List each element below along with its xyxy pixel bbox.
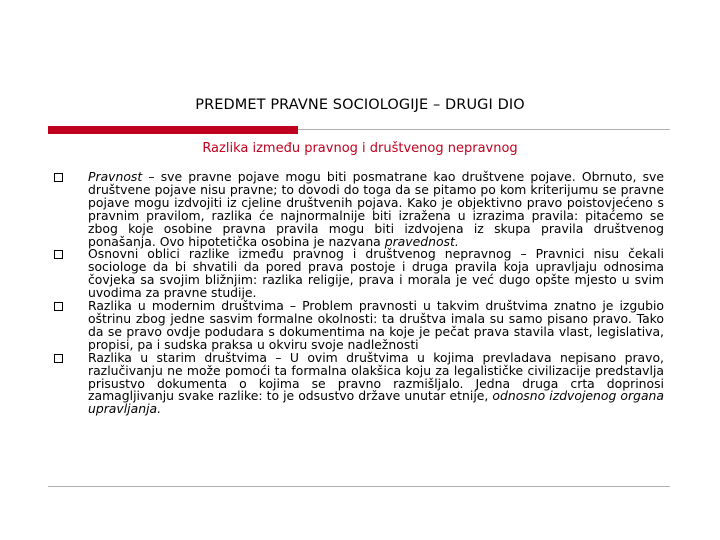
- bullet-text: Osnovni oblici razlike između pravnog i društvenog nepravnog – Pravnici nisu čekali sociologe da bi shvatili da pored prava postoje i druga pravila koja upravljaju odnosima čovjeka sa svojim bližnjim: razlika religije, prava i morala je već dugo opšte mjesto u svim uvodima za pravne studije.: [88, 246, 664, 301]
- bullet-list: [54, 171, 664, 416]
- bullet-text: – sve pravne pojave mogu biti posmatrane kao društvene pojave. Obrnuto, sve društvene pojave nisu pravne; to dovodi do toga da se pitamo po kom kriterijumu se pravne pojave mogu izdvojiti iz cjeline društvenih pojava. Kako je objektivno pravo poistovjećeno s pravnim pravilom, razlika će najnormalnije biti izražena u izrazima pravila: pitaćemo se zbog koje osobine pravna pravila mogu biti izdvojena iz skupa pravila društvenog ponašanja. Ovo hipotetička osobina je nazvana: [88, 169, 664, 249]
- bullet-item: [54, 171, 664, 248]
- title-accent-bar: [48, 126, 298, 134]
- slide-title: PREDMET PRAVNE SOCIOLOGIJE – DRUGI DIO: [195, 97, 525, 113]
- bullet-text: Razlika u starim društvima – U ovim društvima u kojima prevladava nepisano pravo, razlučivanju ne može pomoći ta formalna olakšica koju za legalističke civilizacije predstavlja prisustvo dokumenta o kojima se pravno razmišljalo. Jedna druga crta doprinosi zamagljivanju svake razlike: to je odsustvo države unutar etnije,: [88, 349, 664, 404]
- bullet-italic-tail: odnosno izdvojenog organa upravljanja.: [88, 388, 664, 417]
- square-bullet-icon: [54, 302, 63, 311]
- bullet-text: Razlika u modernim društvima – Problem pravnosti u takvim društvima znatno je izgubio oštrinu zbog jedne sasvim formalne okolnosti: ta društva imala su samo pisano pravo. Tako da se pravo ovdje podudara s dokumentima na koje je pečat prava stavila vlast, legislativa, propisi, pa i sudska praksa u okviru svoje nadležnosti: [88, 298, 664, 352]
- bullet-lead-term: Pravnost: [88, 169, 143, 184]
- title-divider-line: [298, 129, 670, 130]
- square-bullet-icon: [54, 173, 63, 182]
- bullet-item: [54, 300, 664, 352]
- square-bullet-icon: [54, 250, 63, 259]
- bullet-item: [54, 248, 664, 300]
- bullet-italic-tail: pravednost.: [384, 233, 459, 249]
- square-bullet-icon: [54, 354, 63, 363]
- slide-subtitle: Razlika između pravnog i društvenog nepravnog: [202, 141, 518, 156]
- bullet-item: [54, 349, 664, 417]
- footer-divider-line: [48, 486, 670, 487]
